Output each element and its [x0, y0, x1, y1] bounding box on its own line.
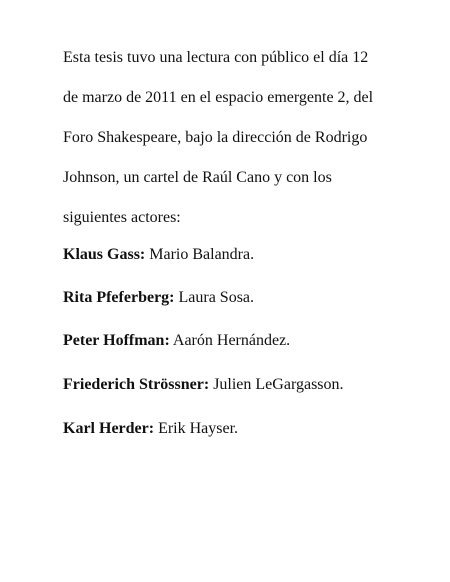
- intro-line: Esta tesis tuvo una lectura con público el día 12: [63, 49, 369, 66]
- character-name: Friederich Strössner:: [63, 376, 210, 393]
- actor-name: Aarón Hernández.: [169, 332, 291, 349]
- character-name: Rita Pfeferberg:: [63, 289, 175, 306]
- actor-name: Erik Hayser.: [154, 420, 239, 437]
- character-name: Karl Herder:: [63, 420, 155, 437]
- intro-line: de marzo de 2011 en el espacio emergente 2, del: [63, 89, 374, 106]
- cast-entry: [63, 245, 254, 265]
- intro-line: Foro Shakespeare, bajo la dirección de Rodrigo: [63, 129, 368, 146]
- character-name: Peter Hoffman:: [63, 332, 170, 349]
- actor-name: Laura Sosa.: [174, 289, 255, 306]
- intro-line: Johnson, un cartel de Raúl Cano y con los: [63, 169, 332, 186]
- character-name: Klaus Gass:: [63, 246, 146, 263]
- intro-line: siguientes actores:: [63, 209, 181, 226]
- actor-name: Mario Balandra.: [145, 246, 255, 263]
- actor-name: Julien LeGargasson.: [209, 376, 344, 393]
- cast-entry: [63, 331, 290, 351]
- cast-entry: [63, 419, 238, 439]
- cast-entry: [63, 288, 254, 308]
- cast-entry: [63, 375, 344, 395]
